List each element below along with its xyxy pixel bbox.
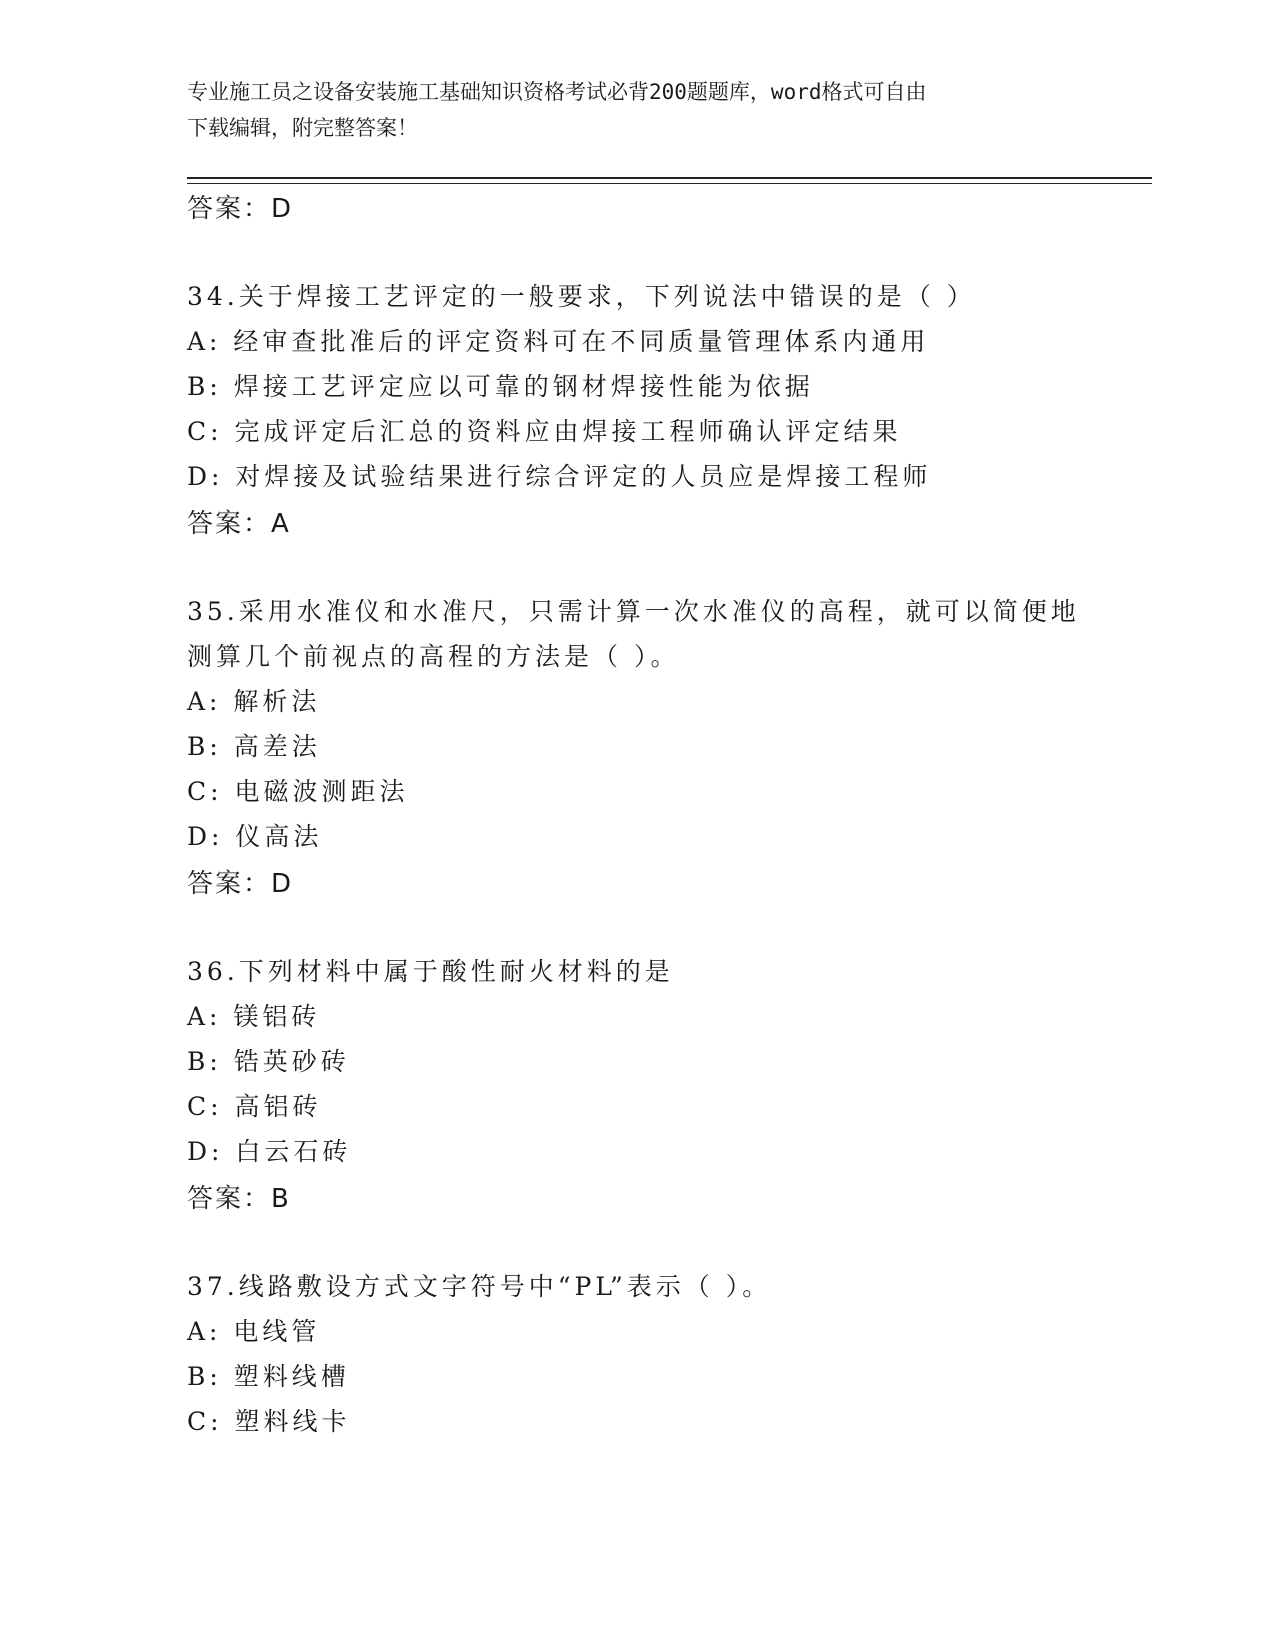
question-35-option-a: A: 解析法 [187, 687, 321, 716]
question-37-option-a: A: 电线管 [187, 1317, 321, 1346]
question-34-answer: 答案：A [187, 509, 291, 539]
question-35-answer: 答案：D [187, 869, 294, 899]
question-34-option-c: C: 完成评定后汇总的资料应由焊接工程师确认评定结果 [187, 417, 902, 446]
question-34-option-d: D: 对焊接及试验结果进行综合评定的人员应是焊接工程师 [187, 462, 932, 491]
header-line-2: 下载编辑，附完整答案！ [187, 116, 418, 140]
header-line-1: 专业施工员之设备安装施工基础知识资格考试必背200题题库，word格式可自由 [187, 80, 927, 104]
question-35-option-d: D: 仪高法 [187, 822, 323, 851]
header-divider-thick [187, 177, 1152, 179]
question-34-option-a: A: 经审查批准后的评定资料可在不同质量管理体系内通用 [187, 327, 930, 356]
question-36-option-b: B: 锆英砂砖 [187, 1047, 350, 1076]
question-35-option-c: C: 电磁波测距法 [187, 777, 409, 806]
header-divider-thin [187, 183, 1152, 184]
question-36-option-d: D: 白云石砖 [187, 1137, 352, 1166]
question-36-option-c: C: 高铝砖 [187, 1092, 322, 1121]
question-37-stem: 37.线路敷设方式文字符号中“PL”表示（ ）。 [187, 1272, 772, 1301]
question-35-stem-line-1: 35.采用水准仪和水准尺，只需计算一次水准仪的高程，就可以简便地 [187, 597, 1080, 626]
question-36-stem: 36.下列材料中属于酸性耐火材料的是 [187, 957, 674, 986]
question-34-stem: 34.关于焊接工艺评定的一般要求，下列说法中错误的是（ ） [187, 282, 976, 311]
question-37-option-c: C: 塑料线卡 [187, 1407, 351, 1436]
question-37-option-b: B: 塑料线槽 [187, 1362, 350, 1391]
question-34-option-b: B: 焊接工艺评定应以可靠的钢材焊接性能为依据 [187, 372, 814, 401]
question-36-option-a: A: 镁铝砖 [187, 1002, 321, 1031]
previous-answer: 答案：D [187, 194, 294, 224]
question-36-answer: 答案：B [187, 1184, 291, 1214]
document-header [187, 74, 1067, 146]
question-35-stem-line-2: 测算几个前视点的高程的方法是（ ）。 [187, 642, 680, 671]
question-35-option-b: B: 高差法 [187, 732, 321, 761]
